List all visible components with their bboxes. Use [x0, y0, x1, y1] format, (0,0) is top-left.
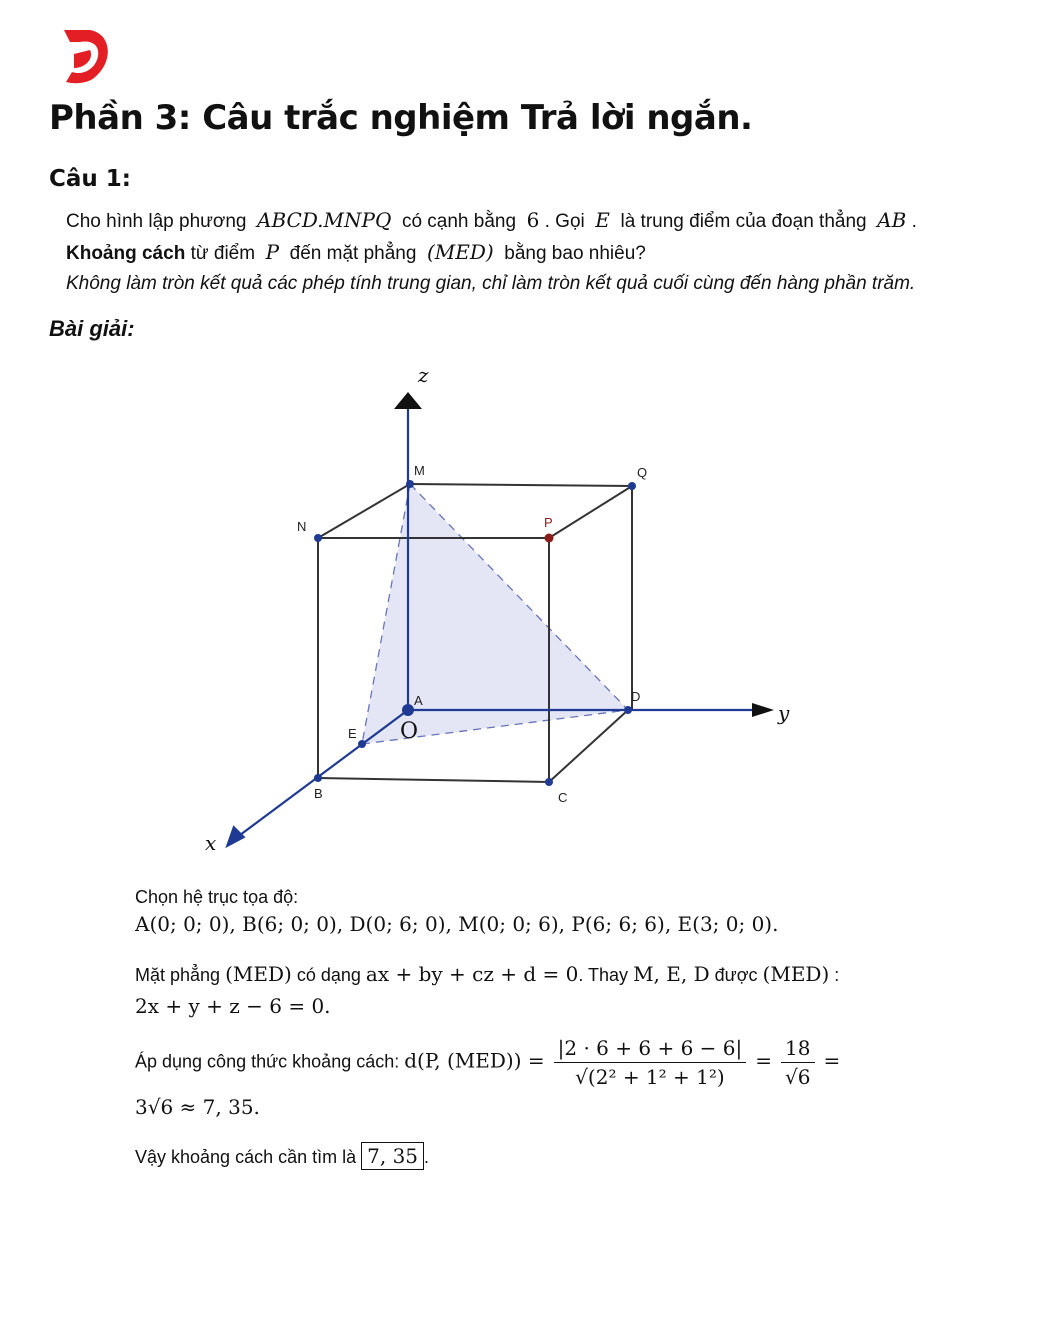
solution-step-1-text: Chọn hệ trục tọa độ:	[135, 887, 299, 907]
label-D: D	[631, 689, 641, 704]
question-note: Không làm tròn kết quả các phép tính trung gian, chỉ làm tròn kết quả cuối cùng đến hàng phần trăm.	[66, 273, 916, 294]
solution-step-2: Mặt phẳng (MED) có dạng ax + by + cz + d = 0. Thay M, E, D được (MED) :	[135, 962, 840, 986]
question-line-1: Cho hình lập phương ABCD.MNPQ có cạnh bằng 6 . Gọi E là trung điểm của đoạn thẳng AB .	[66, 208, 917, 232]
cube-name: ABCD.MNPQ	[257, 208, 392, 232]
label-P: P	[544, 515, 553, 530]
solution-step-1-coords: A(0; 0; 0), B(6; 0; 0), D(0; 6; 0), M(0; 0; 6), P(6; 6; 6), E(3; 0; 0).	[135, 912, 779, 936]
axis-label-x: x	[205, 831, 217, 855]
axis-label-y: y	[778, 701, 790, 725]
question-label: Câu 1:	[49, 166, 131, 192]
answer-box: 7, 35	[361, 1142, 424, 1170]
question-line-2: Khoảng cách từ điểm P đến mặt phẳng (MED) bằng bao nhiêu?	[66, 240, 646, 264]
label-C: C	[558, 790, 568, 805]
label-N: N	[297, 519, 307, 534]
x-axis	[236, 710, 408, 838]
label-E: E	[348, 726, 357, 741]
distance-fraction: $\frac{|2 \cdot 6 + 6 + 6 - 6|}{\text{√(2² + 1² + 1²)}}$	[554, 1036, 747, 1089]
x-arrow-icon	[228, 828, 243, 845]
section-title: Phần 3: Câu trắc nghiệm Trả lời ngắn.	[49, 98, 753, 138]
cube-figure	[0, 355, 1052, 875]
label-Q: Q	[637, 465, 648, 480]
origin-label: O	[400, 719, 419, 744]
y-arrow-icon	[752, 703, 774, 717]
plane-med	[362, 484, 628, 744]
simplified-fraction: $\frac{18}{√6}$	[781, 1036, 814, 1089]
solution-plane-equation: 2x + y + z − 6 = 0.	[135, 994, 331, 1018]
z-arrow-icon	[394, 392, 422, 409]
solution-conclusion: Vậy khoảng cách cần tìm là 7, 35 .	[135, 1144, 430, 1168]
solution-label: Bài giải:	[49, 316, 135, 341]
brand-logo-icon	[60, 28, 112, 84]
label-B: B	[314, 786, 323, 801]
solution-step-3: Áp dụng công thức khoảng cách: d(P, (MED)) = $\frac{|2 \cdot 6 + 6 + 6 - 6|}{\text{√(2² + 1² + 1²)}}$ = $\frac{18}{√6}$ =	[135, 1036, 841, 1089]
solution-step-3-result: 3√6 ≈ 7, 35.	[135, 1095, 260, 1119]
label-A: A	[414, 693, 423, 708]
axis-label-z: z	[418, 363, 429, 387]
label-M: M	[414, 463, 425, 478]
